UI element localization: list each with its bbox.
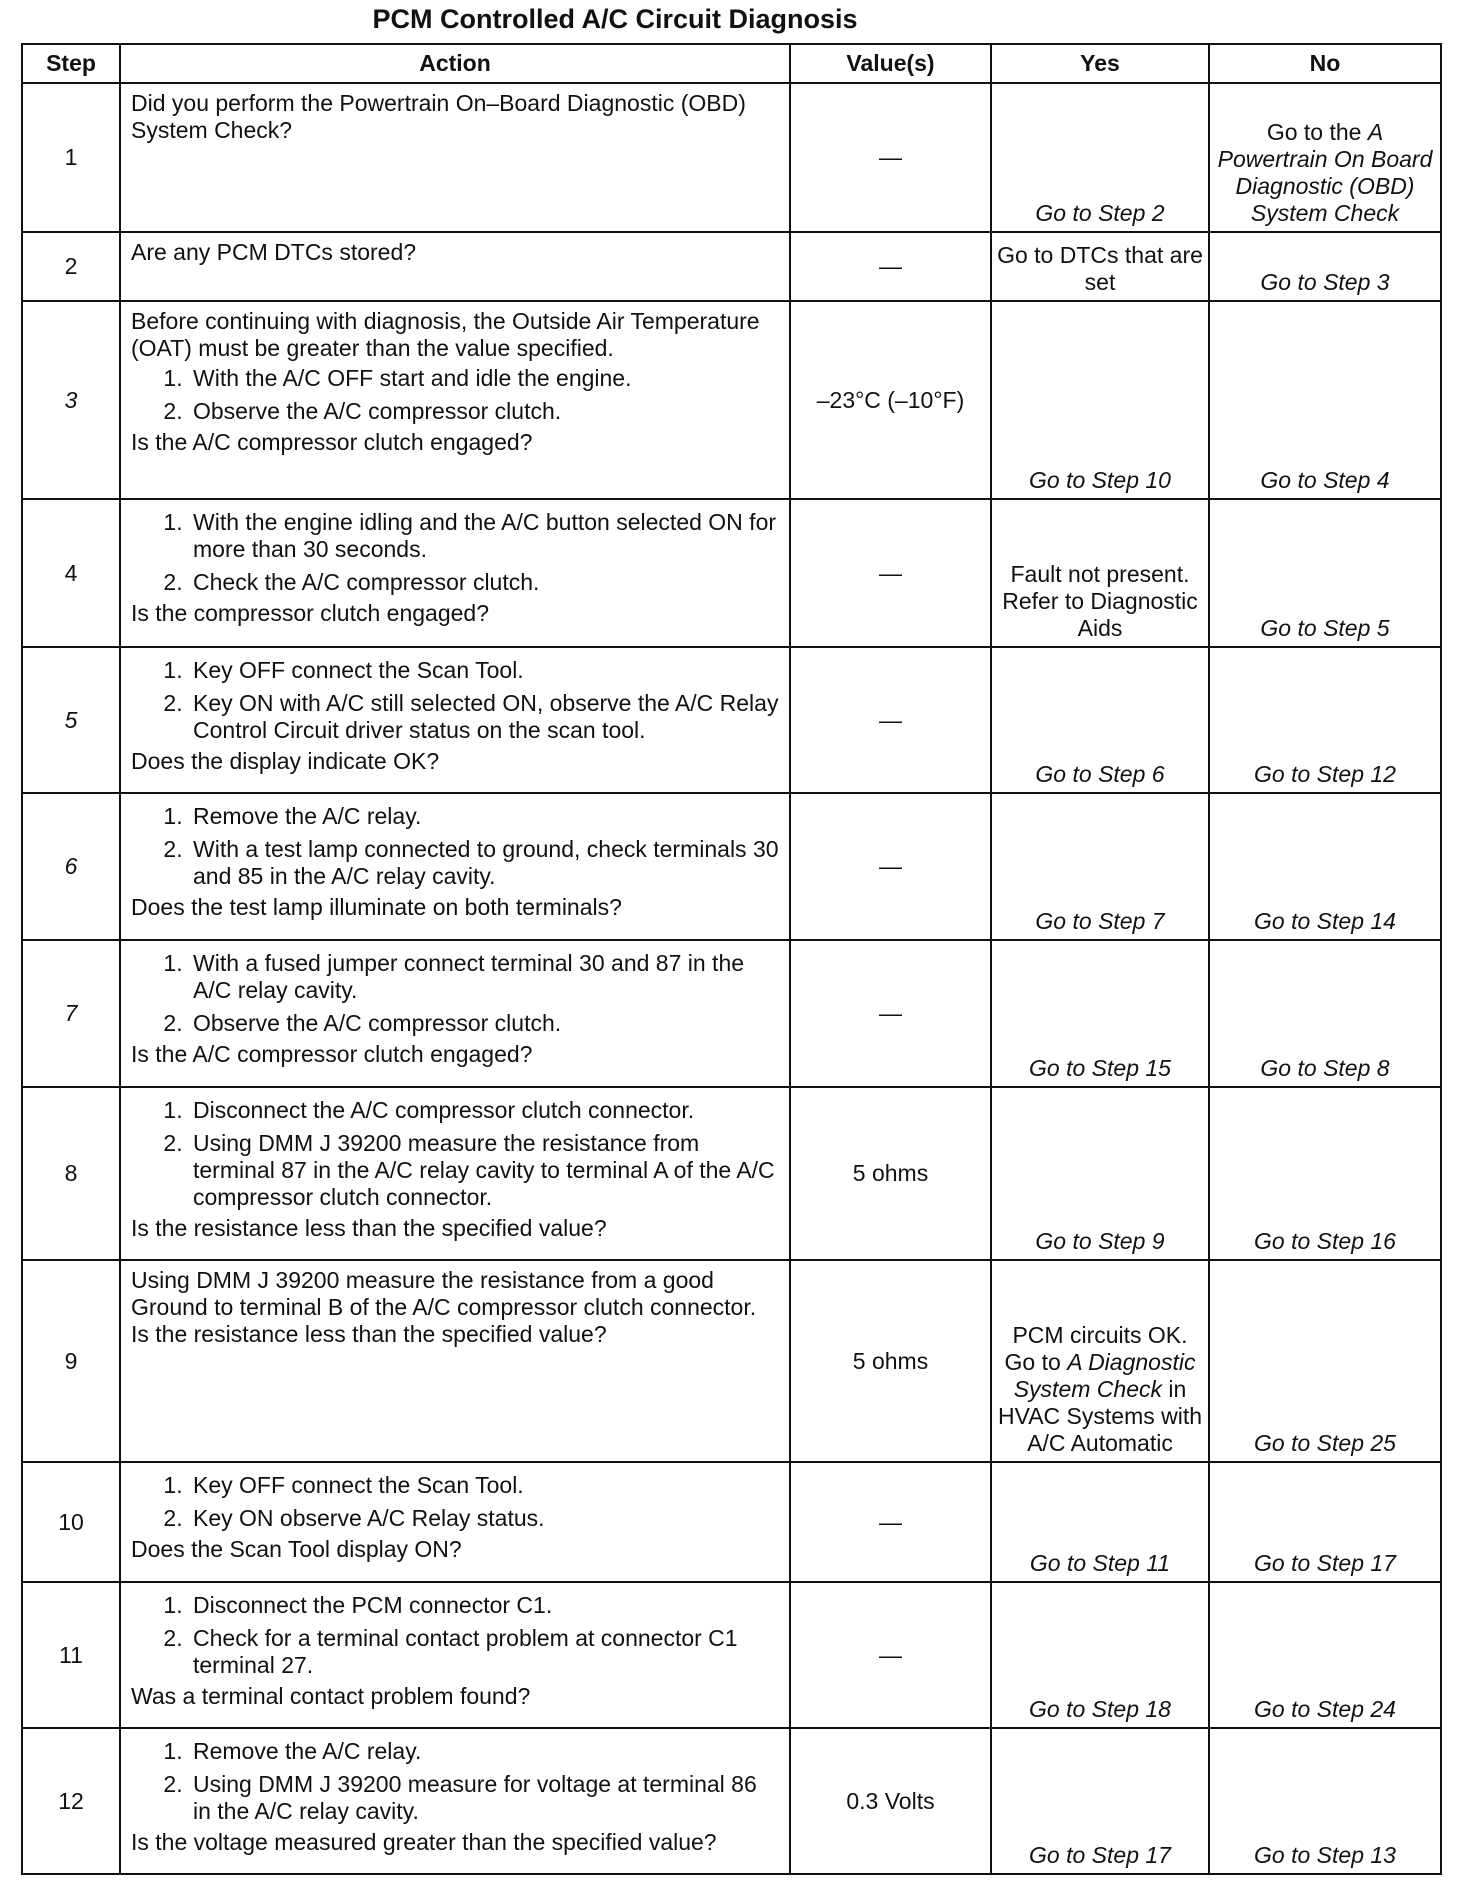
result-text-segment: Go to Step 3 — [1260, 269, 1390, 295]
action-step: 2. Key ON observe A/C Relay status. — [189, 1505, 779, 1532]
value-cell: –23°C (–10°F) — [790, 301, 991, 499]
action-text: Did you perform the Powertrain On–Board Diagnostic (OBD) System Check? — [131, 90, 746, 143]
yes-result — [991, 940, 1209, 1087]
no-result-text — [1214, 1430, 1436, 1457]
yes-result-text — [996, 242, 1204, 296]
value-cell: — — [790, 1582, 991, 1728]
result-text-segment: Go to Step 4 — [1260, 467, 1390, 493]
result-text-segment: in HVAC Systems with A/C Automatic — [997, 1376, 1203, 1456]
yes-result — [991, 1728, 1209, 1874]
value-cell: 0.3 Volts — [790, 1728, 991, 1874]
step-number: 3 — [22, 301, 120, 499]
table-header-row — [22, 44, 1441, 83]
header-no: No — [1209, 44, 1441, 83]
step-number: 12 — [22, 1728, 120, 1874]
action-cell — [120, 232, 790, 301]
step-number: 7 — [22, 940, 120, 1087]
table-body — [22, 83, 1441, 1874]
result-text-segment: A Diagnostic System Check — [1013, 1349, 1196, 1402]
action-step: 2. Check the A/C compressor clutch. — [189, 569, 779, 596]
no-result-text — [1214, 761, 1436, 788]
yes-result — [991, 793, 1209, 940]
table-row — [22, 1462, 1441, 1582]
action-question: Does the test lamp illuminate on both terminals? — [131, 894, 622, 920]
action-step: 1. With a fused jumper connect terminal 30 and 87 in the A/C relay cavity. — [189, 950, 779, 1004]
yes-result — [991, 1582, 1209, 1728]
action-question: Is the compressor clutch engaged? — [131, 600, 489, 626]
action-question: Does the display indicate OK? — [131, 748, 440, 774]
action-text: Before continuing with diagnosis, the Outside Air Temperature (OAT) must be greater than the value specified. — [131, 308, 760, 361]
no-result — [1209, 647, 1441, 793]
value-cell: — — [790, 499, 991, 647]
result-text-segment: Go to Step 15 — [1029, 1055, 1171, 1081]
action-step: 1. With the A/C OFF start and idle the engine. — [189, 365, 779, 392]
yes-result — [991, 1260, 1209, 1462]
step-number: 4 — [22, 499, 120, 647]
step-number: 2 — [22, 232, 120, 301]
action-cell — [120, 1087, 790, 1260]
result-text-segment: Go to Step 8 — [1260, 1055, 1390, 1081]
value-cell: 5 ohms — [790, 1087, 991, 1260]
no-result-text — [1214, 1055, 1436, 1082]
value-cell: 5 ohms — [790, 1260, 991, 1462]
table-row — [22, 1260, 1441, 1462]
action-question: Does the Scan Tool display ON? — [131, 1536, 462, 1562]
table-row — [22, 1728, 1441, 1874]
no-result-text — [1214, 908, 1436, 935]
action-steps — [131, 657, 779, 744]
yes-result-text — [996, 1696, 1204, 1723]
action-steps — [131, 509, 779, 596]
diagnosis-table — [21, 43, 1442, 1875]
action-cell — [120, 1462, 790, 1582]
header-values: Value(s) — [790, 44, 991, 83]
result-text-segment: Go to Step 18 — [1029, 1696, 1171, 1722]
yes-result — [991, 232, 1209, 301]
no-result — [1209, 940, 1441, 1087]
action-cell — [120, 1260, 790, 1462]
no-result-text — [1214, 1228, 1436, 1255]
no-result — [1209, 1728, 1441, 1874]
result-text-segment: Go to Step 24 — [1254, 1696, 1396, 1722]
action-step: 1. Key OFF connect the Scan Tool. — [189, 657, 779, 684]
table-row — [22, 1582, 1441, 1728]
yes-result-text — [996, 1842, 1204, 1869]
action-question: Is the resistance less than the specified value? — [131, 1321, 607, 1347]
no-result — [1209, 499, 1441, 647]
action-step: 1. Remove the A/C relay. — [189, 803, 779, 830]
no-result-text — [1214, 615, 1436, 642]
no-result-text — [1214, 119, 1436, 227]
action-steps — [131, 1738, 779, 1825]
no-result-text — [1214, 467, 1436, 494]
step-number: 9 — [22, 1260, 120, 1462]
action-step: 2. Using DMM J 39200 measure the resistance from terminal 87 in the A/C relay cavity to terminal A of the A/C compressor clutch connector. — [189, 1130, 779, 1211]
result-text-segment: Go to Step 10 — [1029, 467, 1171, 493]
header-step: Step — [22, 44, 120, 83]
action-step: 2. Using DMM J 39200 measure for voltage at terminal 86 in the A/C relay cavity. — [189, 1771, 779, 1825]
action-step: 2. With a test lamp connected to ground, check terminals 30 and 85 in the A/C relay cavity. — [189, 836, 779, 890]
result-text-segment: Go to Step 16 — [1254, 1228, 1396, 1254]
no-result-text — [1214, 269, 1436, 296]
step-number: 6 — [22, 793, 120, 940]
result-text-segment: Go to Step 11 — [1029, 1550, 1171, 1576]
step-number: 1 — [22, 83, 120, 232]
action-question: Is the A/C compressor clutch engaged? — [131, 1041, 533, 1067]
action-cell — [120, 301, 790, 499]
result-text-segment: Go to Step 6 — [1035, 761, 1165, 787]
value-cell: — — [790, 940, 991, 1087]
action-question: Was a terminal contact problem found? — [131, 1683, 531, 1709]
table-row — [22, 1087, 1441, 1260]
action-cell — [120, 83, 790, 232]
action-step: 2. Key ON with A/C still selected ON, observe the A/C Relay Control Circuit driver status on the scan tool. — [189, 690, 779, 744]
result-text-segment: Go to Step 14 — [1254, 908, 1396, 934]
step-number: 8 — [22, 1087, 120, 1260]
step-number: 10 — [22, 1462, 120, 1582]
value-cell: — — [790, 83, 991, 232]
yes-result — [991, 647, 1209, 793]
action-question: Is the resistance less than the specified value? — [131, 1215, 607, 1241]
action-steps — [131, 1472, 779, 1532]
document-title: PCM Controlled A/C Circuit Diagnosis — [372, 4, 858, 34]
yes-result — [991, 499, 1209, 647]
yes-result — [991, 83, 1209, 232]
action-cell — [120, 647, 790, 793]
result-text-segment: PCM circuits OK. Go to — [1004, 1322, 1188, 1375]
yes-result-text — [996, 1055, 1204, 1082]
yes-result-text — [996, 467, 1204, 494]
action-question: Is the voltage measured greater than the specified value? — [131, 1829, 717, 1855]
result-text-segment: A Powertrain On Board Diagnostic (OBD) System Check — [1217, 119, 1433, 226]
action-cell — [120, 940, 790, 1087]
result-text-segment: Fault not present. Refer to Diagnostic Aids — [1002, 561, 1198, 641]
result-text-segment: Go to Step 5 — [1260, 615, 1390, 641]
yes-result — [991, 301, 1209, 499]
no-result — [1209, 232, 1441, 301]
table-row — [22, 83, 1441, 232]
result-text-segment: Go to DTCs that are set — [997, 242, 1203, 295]
value-cell: — — [790, 232, 991, 301]
table-row — [22, 940, 1441, 1087]
action-cell — [120, 499, 790, 647]
action-step: 2. Observe the A/C compressor clutch. — [189, 1010, 779, 1037]
result-text-segment: Go to Step 2 — [1035, 200, 1165, 226]
value-cell: — — [790, 793, 991, 940]
header-action: Action — [120, 44, 790, 83]
result-text-segment: Go to Step 17 — [1029, 1842, 1171, 1868]
result-text-segment: Go to the — [1266, 119, 1368, 145]
no-result-text — [1214, 1550, 1436, 1577]
action-steps — [131, 803, 779, 890]
value-cell: — — [790, 647, 991, 793]
yes-result-text — [996, 1228, 1204, 1255]
no-result-text — [1214, 1696, 1436, 1723]
action-step: 1. Disconnect the A/C compressor clutch connector. — [189, 1097, 779, 1124]
action-steps — [131, 1592, 779, 1679]
action-text: Using DMM J 39200 measure the resistance from a good Ground to terminal B of the A/C compressor clutch connector. — [131, 1267, 757, 1320]
table-row — [22, 793, 1441, 940]
yes-result — [991, 1462, 1209, 1582]
action-step: 2. Check for a terminal contact problem at connector C1 terminal 27. — [189, 1625, 779, 1679]
value-cell: — — [790, 1462, 991, 1582]
action-step: 1. Remove the A/C relay. — [189, 1738, 779, 1765]
action-step: 1. Key OFF connect the Scan Tool. — [189, 1472, 779, 1499]
no-result — [1209, 301, 1441, 499]
action-steps — [131, 1097, 779, 1211]
no-result — [1209, 1582, 1441, 1728]
action-steps — [131, 950, 779, 1037]
yes-result-text — [996, 200, 1204, 227]
no-result — [1209, 1087, 1441, 1260]
result-text-segment: Go to Step 12 — [1254, 761, 1396, 787]
header-yes: Yes — [991, 44, 1209, 83]
no-result — [1209, 1260, 1441, 1462]
table-row — [22, 499, 1441, 647]
step-number: 11 — [22, 1582, 120, 1728]
yes-result — [991, 1087, 1209, 1260]
yes-result-text — [996, 1550, 1204, 1577]
result-text-segment: Go to Step 9 — [1035, 1228, 1165, 1254]
action-text: Are any PCM DTCs stored? — [131, 239, 417, 265]
table-row — [22, 232, 1441, 301]
action-cell — [120, 1582, 790, 1728]
no-result — [1209, 83, 1441, 232]
yes-result-text — [996, 1322, 1204, 1457]
no-result — [1209, 793, 1441, 940]
action-step: 2. Observe the A/C compressor clutch. — [189, 398, 779, 425]
no-result-text — [1214, 1842, 1436, 1869]
result-text-segment: Go to Step 13 — [1254, 1842, 1396, 1868]
yes-result-text — [996, 561, 1204, 642]
table-row — [22, 301, 1441, 499]
action-step: 1. With the engine idling and the A/C button selected ON for more than 30 seconds. — [189, 509, 779, 563]
result-text-segment: Go to Step 25 — [1254, 1430, 1396, 1456]
no-result — [1209, 1462, 1441, 1582]
step-number: 5 — [22, 647, 120, 793]
action-cell — [120, 793, 790, 940]
result-text-segment: Go to Step 7 — [1035, 908, 1165, 934]
action-steps — [131, 365, 779, 425]
action-step: 1. Disconnect the PCM connector C1. — [189, 1592, 779, 1619]
action-question: Is the A/C compressor clutch engaged? — [131, 429, 533, 455]
action-cell — [120, 1728, 790, 1874]
yes-result-text — [996, 761, 1204, 788]
result-text-segment: Go to Step 17 — [1254, 1550, 1396, 1576]
yes-result-text — [996, 908, 1204, 935]
table-row — [22, 647, 1441, 793]
